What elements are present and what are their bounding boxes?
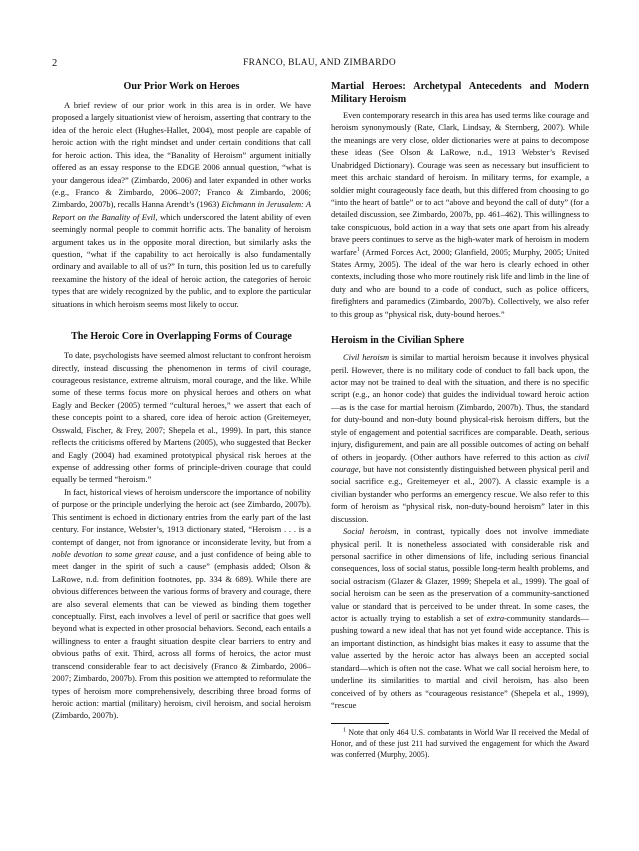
right-column <box>331 80 589 760</box>
page-number: 2 <box>52 58 58 69</box>
footnote-divider <box>331 723 389 724</box>
paragraph-martial-heroes: Even contemporary research in this area has used terms like courage and heroism synonymously (Rate, Clark, Lindsay, & Sternberg, 2007). While the meanings are very close, older dictionaries were at pains to decompose these ideas (See Olson & LaRowe, n.d., 1913 Webster’s Revised Unabridged Dictionary). Courage was seen as necessary but insufficient to meet this archaic standard of heroism. In military terms, for example, a soldier might courageously face death, but this differed from choosing to go “into the heart of battle” or to act “above and beyond the call of duty” (for a detailed discussion, see Zimbardo, 2007b, pp. 461–462). This willingness to take conspicuous, bold action in a way that sets one apart from his already brave peers continues to serve as the high-water mark of heroism in modern warfare$^1$ (Armed Forces Act, 2000; Glanfield, 2005; Murphy, 2005; United States Army, 2005). The ideal of the war hero is clearly echoed in other contexts, including those who more routinely risk life and limb in the line of duty and who are bound to a code of conduct, such as police officers, firefighters and paramedics (Zimbardo, 2007b). Collectively, we also refer to this group as “physical risk, duty-bound heroes.” <box>331 110 589 319</box>
page-header <box>52 58 587 72</box>
paragraph-historical-views: In fact, historical views of heroism underscore the importance of nobility of purpose or the principle underlying the heroic act (see Zimbardo, 2007b). This sentiment is echoed in dictionary entries from the early part of the last century. For instance, Webster’s, 1913 dictionary stated, “Heroism . . . is a contempt of danger, not from ignorance or inconsiderate levity, but from a noble devotion to some great cause, and a just confidence of being able to meet danger in the spirit of such a cause” (emphasis added; Olson & LaRowe, n.d. from definition footnotes, pp. 334 & 689). While there are obvious differences between the various forms of bravery and courage, there are also several elements that can be viewed as binding them together conceptually. First, each involves a level of peril or sacrifice that goes well beyond what is expected in other prosocial behaviors. Second, each entails a willingness to enter a fraught situation despite clear barriers to entry and obvious paths of exit. Third, across all forms of heroics, the actor must transcend considerable fear to act decisively (Franco & Zimbardo, 2006–2007; Zimbardo, 2007b). From this position we attempted to reformulate the types of heroism more comprehensively, describing three broad forms of heroic action: martial (military) heroism, civil heroism, and social heroism (Zimbardo, 2007b). <box>52 486 311 721</box>
footnote-number: 1 <box>343 727 346 734</box>
paragraph-civil-heroism: Civil heroism is similar to martial heroism because it involves physical peril. However, there is no military code of conduct to fall back upon, the actor may not be trained to deal with the situation, and there is no specific script (e.g., an honor code) that guides the individual toward heroic action—as is the case for martial heroism (Zimbardo, 2007b). Thus, the standard for duty-bound and non-duty bound physical-risk heroism differs, but the style of engagement and potential sacrifices are comparable. Death, serious injury, disfigurement, and pain are all possible outcomes of acting on behalf of others in jeopardy. (Other authors have referred to this action as civil courage, but have not consistently distinguished between physical peril and social sacrifice e.g., Greitemeyer et al., 2007). A classic example is a civilian bystander who performs an emergency rescue. We also refer to this form of heroism as “physical risk, non-duty-bound heroism” later in this discussion. <box>331 352 589 524</box>
section-heading-prior-work: Our Prior Work on Heroes <box>123 81 240 92</box>
term-social-heroism: Social heroism <box>343 526 397 537</box>
paragraph-heroic-core: To date, psychologists have seemed almost reluctant to confront heroism directly, instead discussing the phenomenon in terms of civil courage, courageous resistance, extreme altruism, moral courage, and the like. While some of these terms focus more on physical heroes and others on what Eagly and Becker (2005) termed “cultural heroes,” we assert that each of these concepts point to a shared, core idea of heroic action (Greitemeyer, Osswald, Fischer, & Frey, 2007; Shepela et al., 1999). In part, this stance reflects the criticisms offered by Martens (2005), who suggested that Becker and Eagly (2004) had examined prototypical physical risk heroes at the expense of addressing other forms of principle-driven courage that could equally be termed “heroism.” <box>52 350 311 485</box>
term-civil-heroism: Civil heroism <box>343 352 390 363</box>
emphasized-phrase: noble devotion to some great cause <box>52 548 175 559</box>
book-title: Eichmann in Jerusalem: A Report on the Banality of Evil <box>52 199 311 222</box>
section-heading-martial-heroes: Martial Heroes: Archetypal Antecedents and Modern Military Heroism <box>331 81 589 105</box>
section-heading-civilian-sphere: Heroism in the Civilian Sphere <box>331 335 465 347</box>
footnote-reference[interactable]: 1 <box>356 246 360 253</box>
footnote: $^1$ Note that only 464 U.S. combatants in World War II received the Medal of Honor, and of these just 211 had survived the engagement for which the Award was conferred (Murphy, 2005). <box>331 727 589 760</box>
section-heading-heroic-core: The Heroic Core in Overlapping Forms of Courage <box>71 331 292 343</box>
left-column <box>52 80 311 722</box>
paragraph-social-heroism: Social heroism, in contrast, typically does not involve immediate physical peril. It is nonetheless associated with considerable risk and personal sacrifice in other dimensions of life, including serious financial consequences, loss of social status, possible long-term health problems, and social ostracism (Glazer & Glazer, 1999; Shepela et al., 1999). The goal of social heroism can be seen as the preservation of a community-sanctioned value or standard that is perceived to be under threat. In some cases, the actor is actually trying to establish a set of extra-community standards—pushing toward a new ideal that has not yet found wide acceptance. This is an important distinction, as hindsight bias makes it easy to assume that the value asserted by the heroic actor has always been an accepted social standard—which is often not the case. What we call social heroism here, to underline its similarities to martial and civil heroism, has also been conceived of by others as “courageous resistance” (Shepela et al., 1999), “rescue <box>331 526 589 710</box>
paragraph-prior-work: A brief review of our prior work in this area is in order. We have proposed a largely situationist view of heroism, asserting that contrary to the idea of the heroic elect (Hughes-Hallet, 2004), most people are capable of heroic action with the right mindset and under certain conditions that call for heroic action. This idea, the “Banality of Heroism” argument initially offered as an essay response to the EDGE 2006 annual question, “what is your dangerous idea?” (Zimbardo, 2006) and later expanded in other works (e.g., Franco & Zimbardo, 2006–2007; Franco & Zimbardo, 2006; Zimbardo, 2007b), recalls Hanna Arendt’s (1963) Eichmann in Jerusalem: A Report on the Banality of Evil, which underscored the latent ability of even seemingly normal people to commit horrific acts. The banality of heroism argument takes us in the opposite moral direction, but similarly asks the question, “what if the capability to act heroically is also fundamentally ordinary and available to all of us?” In turn, this position led us to carefully reexamine the history of the ideal of heroic action, the categories of heroic types that are widely recognized by the public, and to explore the particular situations in which heroism seems most likely to occur. <box>52 100 311 309</box>
running-head: FRANCO, BLAU, AND ZIMBARDO <box>243 58 396 68</box>
term-civil-courage: civil courage <box>331 451 589 474</box>
term-extra: extra <box>486 613 505 624</box>
